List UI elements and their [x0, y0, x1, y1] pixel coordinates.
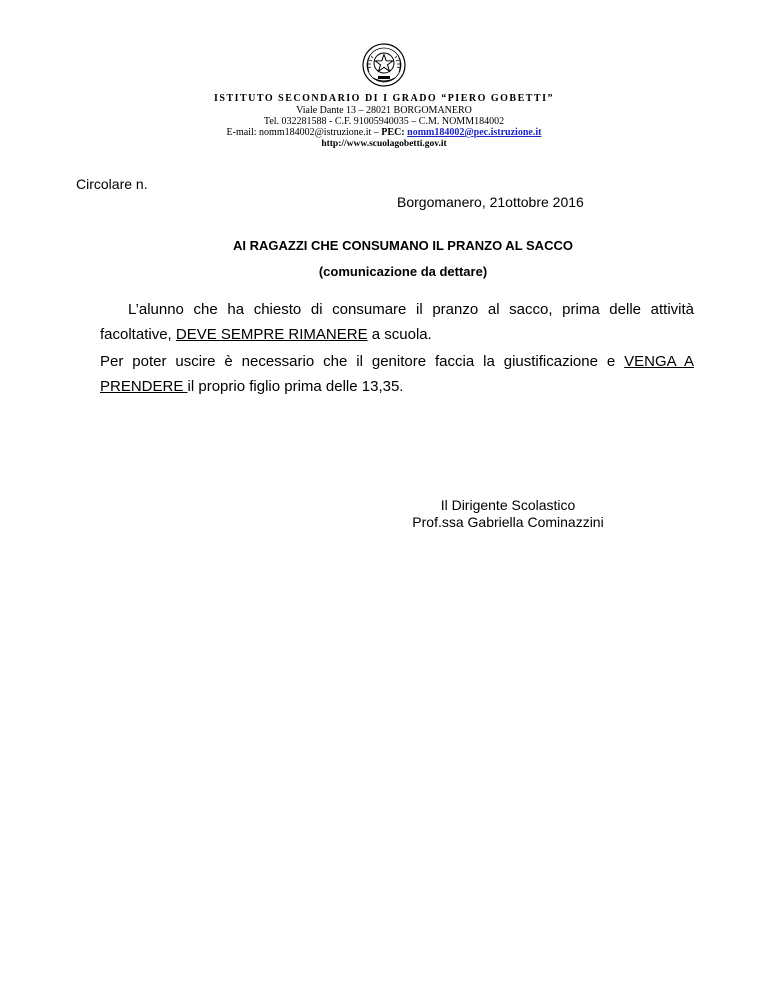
document-title: AI RAGAZZI CHE CONSUMANO IL PRANZO AL SACCO — [233, 238, 573, 253]
italian-republic-emblem-icon — [361, 42, 407, 88]
pec-link[interactable]: nomm184002@pec.istruzione.it — [407, 127, 542, 138]
paragraph-exit-rule — [100, 349, 694, 399]
school-contacts: Tel. 032281588 - C.F. 91005940035 – C.M. NOMM184002 — [263, 116, 505, 127]
signature-name: Prof.ssa Gabriella Cominazzini — [412, 514, 604, 530]
school-address: Viale Dante 13 – 28021 BORGOMANERO — [296, 105, 472, 116]
paragraph-lunch-rule — [100, 297, 694, 347]
paragraph1-text-after: a scuola. — [367, 326, 432, 343]
document-date: Borgomanero, 21ottobre 2016 — [397, 194, 584, 210]
signature-role: Il Dirigente Scolastico — [440, 497, 576, 513]
circolare-number: Circolare n. — [76, 176, 148, 192]
paragraph2-text-before: Per poter uscire è necessario che il genitore faccia la giustificazione e — [100, 353, 625, 370]
pec-label: PEC: — [381, 127, 408, 138]
paragraph2-text-after: il proprio figlio prima delle 13,35. — [187, 378, 404, 395]
paragraph2-underlined: VENGA A PRENDERE — [100, 353, 694, 395]
paragraph1-underlined: DEVE SEMPRE RIMANERE — [175, 326, 368, 343]
school-website[interactable]: http://www.scuolagobetti.gov.it — [321, 139, 447, 149]
document-subtitle: (comunicazione da dettare) — [318, 264, 488, 279]
paragraph1-text-before: L’alunno che ha chiesto di consumare il pranzo al sacco, prima delle attività facoltative, — [100, 301, 694, 343]
email-text: E-mail: nomm184002@istruzione.it – — [226, 127, 382, 138]
school-name: ISTITUTO SECONDARIO DI I GRADO “PIERO GOBETTI” — [214, 93, 554, 104]
